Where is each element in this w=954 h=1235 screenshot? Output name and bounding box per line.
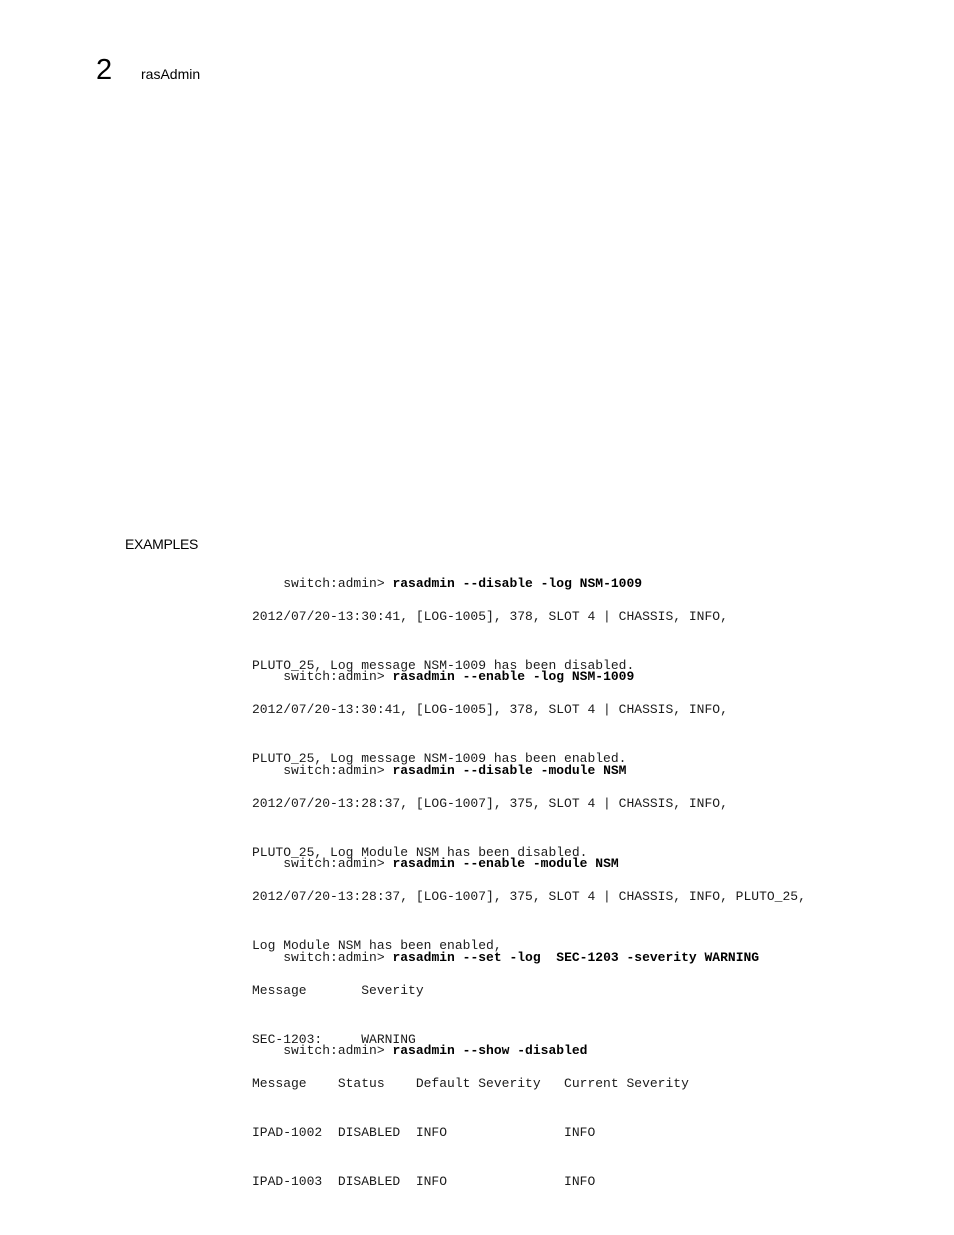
- section-heading: EXAMPLES: [125, 536, 199, 552]
- command-text: rasadmin --enable -module NSM: [392, 856, 619, 872]
- command-prompt: switch:admin>: [283, 763, 393, 779]
- example-block: [252, 1027, 689, 1223]
- output-line: 2012/07/20-13:28:37, [LOG-1007], 375, SLOT 4 | CHASSIS, INFO,: [252, 795, 728, 811]
- command-text: rasadmin --disable -module NSM: [392, 763, 627, 779]
- running-header-title: rasAdmin: [141, 66, 201, 82]
- command-text: rasadmin --show -disabled: [392, 1043, 588, 1059]
- output-line: 2012/07/20-13:30:41, [LOG-1005], 378, SLOT 4 | CHASSIS, INFO,: [252, 701, 728, 717]
- command-text: rasadmin --disable -log NSM-1009: [392, 576, 643, 592]
- chapter-number: 2: [96, 54, 113, 86]
- output-line: SEC-1203: WARNING: [252, 1031, 416, 1047]
- command-prompt: switch:admin>: [283, 856, 393, 872]
- output-line: PLUTO_25, Log message NSM-1009 has been disabled.: [252, 657, 635, 673]
- command-text: rasadmin --set -log SEC-1203 -severity WARNING: [392, 950, 760, 966]
- output-line: Log Module NSM has been enabled,: [252, 937, 502, 953]
- output-line: Message Severity: [252, 982, 424, 998]
- command-prompt: switch:admin>: [283, 1043, 393, 1059]
- command-text: rasadmin --enable -log NSM-1009: [392, 669, 635, 685]
- command-prompt: switch:admin>: [283, 669, 393, 685]
- output-line: PLUTO_25, Log Module NSM has been disabled.: [252, 844, 588, 860]
- output-line: 2012/07/20-13:28:37, [LOG-1007], 375, SLOT 4 | CHASSIS, INFO, PLUTO_25,: [252, 888, 806, 904]
- output-line: 2012/07/20-13:30:41, [LOG-1005], 378, SLOT 4 | CHASSIS, INFO,: [252, 608, 728, 624]
- command-prompt: switch:admin>: [283, 576, 393, 592]
- output-line: IPAD-1002 DISABLED INFO INFO: [252, 1124, 596, 1140]
- output-line: PLUTO_25, Log message NSM-1009 has been enabled.: [252, 750, 627, 766]
- output-line: Message Status Default Severity Current Severity: [252, 1075, 689, 1091]
- command-prompt: switch:admin>: [283, 950, 393, 966]
- output-line: IPAD-1003 DISABLED INFO INFO: [252, 1173, 596, 1189]
